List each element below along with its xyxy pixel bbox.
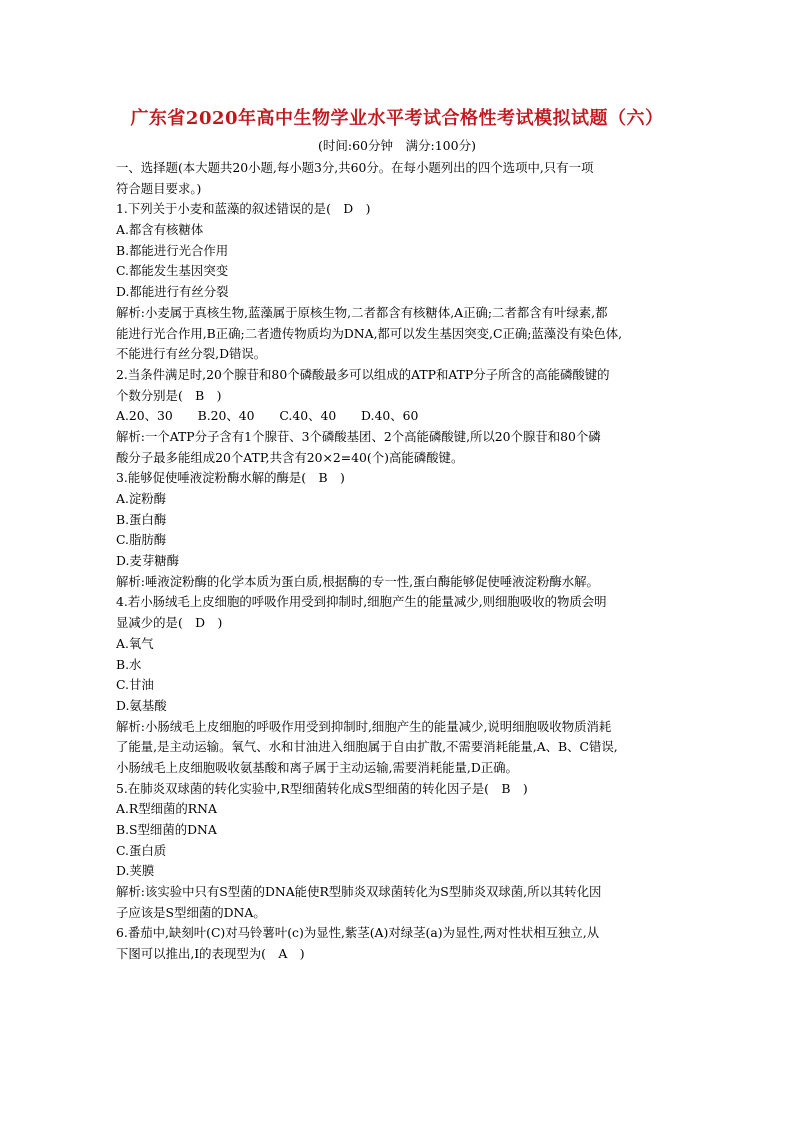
question-4-stem: 4.若小肠绒毛上皮细胞的呼吸作用受到抑制时,细胞产生的能量减少,则细胞吸收的物质会明: [116, 594, 607, 610]
question-2-analysis: 解析:一个ATP分子含有1个腺苷、3个磷酸基团、2个高能磷酸键,所以20个腺苷和80个磷: [116, 428, 601, 444]
question-6-stem: 下图可以推出,Ⅰ的表现型为( A ): [116, 946, 305, 962]
question-3-analysis: 解析:唾液淀粉酶的化学本质为蛋白质,根据酶的专一性,蛋白酶能够促使唾液淀粉酶水解。: [116, 573, 599, 589]
question-1-option-a: A.都含有核糖体: [116, 222, 204, 238]
question-2-options: A.20、30 B.20、40 C.40、40 D.40、60: [116, 408, 419, 424]
question-1-analysis: 解析:小麦属于真核生物,蓝藻属于原核生物,二者都含有核糖体,A正确;二者都含有叶绿素,都: [116, 304, 608, 320]
question-1-option-c: C.都能发生基因突变: [116, 263, 229, 279]
question-4-option-a: A.氧气: [116, 635, 154, 651]
question-5-analysis: 解析:该实验中只有S型菌的DNA能使R型肺炎双球菌转化为S型肺炎双球菌,所以其转化因: [116, 884, 602, 900]
question-3-option-d: D.麦芽糖酶: [116, 553, 179, 569]
question-5-option-d: D.荚膜: [116, 863, 155, 879]
question-1-option-b: B.都能进行光合作用: [116, 242, 229, 258]
question-4-analysis: 了能量,是主动运输。氧气、水和甘油进入细胞属于自由扩散,不需要消耗能量,A、B、C错误,: [116, 739, 618, 755]
question-2-stem: 2.当条件满足时,20个腺苷和80个磷酸最多可以组成的ATP和ATP分子所含的高能磷酸键的: [116, 366, 610, 382]
question-5-option-b: B.S型细菌的DNA: [116, 822, 217, 837]
document-body: [116, 158, 690, 965]
question-2-stem: 个数分别是( B ): [116, 387, 222, 403]
question-4-analysis: 小肠绒毛上皮细胞吸收氨基酸和离子属于主动运输,需要消耗能量,D正确。: [116, 759, 518, 775]
question-4-option-b: B.水: [116, 656, 142, 672]
question-3-option-b: B.蛋白酶: [116, 511, 167, 527]
question-4-option-c: C.甘油: [116, 677, 154, 693]
question-3-stem: 3.能够促使唾液淀粉酶水解的酶是( B ): [116, 470, 345, 486]
section-header-line: 符合题目要求。): [116, 180, 202, 196]
question-5-stem: 5.在肺炎双球菌的转化实验中,R型细菌转化成S型细菌的转化因子是( B ): [116, 780, 528, 796]
question-3-option-c: C.脂肪酶: [116, 532, 167, 548]
document-title: 广东省2020年高中生物学业水平考试合格性考试模拟试题（六）: [130, 108, 664, 129]
question-1-option-d: D.都能进行有丝分裂: [116, 284, 229, 300]
exam-info: (时间:60分钟 满分:100分): [318, 138, 476, 153]
question-1-analysis: 能进行光合作用,B正确;二者遗传物质均为DNA,都可以发生基因突变,C正确;蓝藻没有染色体,: [116, 325, 623, 341]
question-1-stem: 1.下列关于小麦和蓝藻的叙述错误的是( D ): [116, 201, 371, 217]
question-4-option-d: D.氨基酸: [116, 697, 167, 713]
section-header-line: 一、选择题(本大题共20小题,每小题3分,共60分。在每小题列出的四个选项中,只有一项: [116, 160, 594, 175]
question-5-option-c: C.蛋白质: [116, 842, 167, 858]
question-4-stem: 显减少的是( D ): [116, 615, 223, 631]
question-2-analysis: 酸分子最多能组成20个ATP,共含有20×2=40(个)高能磷酸键。: [116, 449, 464, 465]
question-6-stem: 6.番茄中,缺刻叶(C)对马铃薯叶(c)为显性,紫茎(A)对绿茎(a)为显性,两对性状相互独立,从: [116, 925, 600, 941]
question-5-option-a: A.R型细菌的RNA: [116, 801, 217, 817]
question-5-analysis: 子应该是S型细菌的DNA。: [116, 904, 266, 920]
question-4-analysis: 解析:小肠绒毛上皮细胞的呼吸作用受到抑制时,细胞产生的能量减少,说明细胞吸收物质消耗: [116, 718, 612, 734]
question-1-analysis: 不能进行有丝分裂,D错误。: [116, 346, 267, 362]
question-3-option-a: A.淀粉酶: [116, 491, 167, 506]
